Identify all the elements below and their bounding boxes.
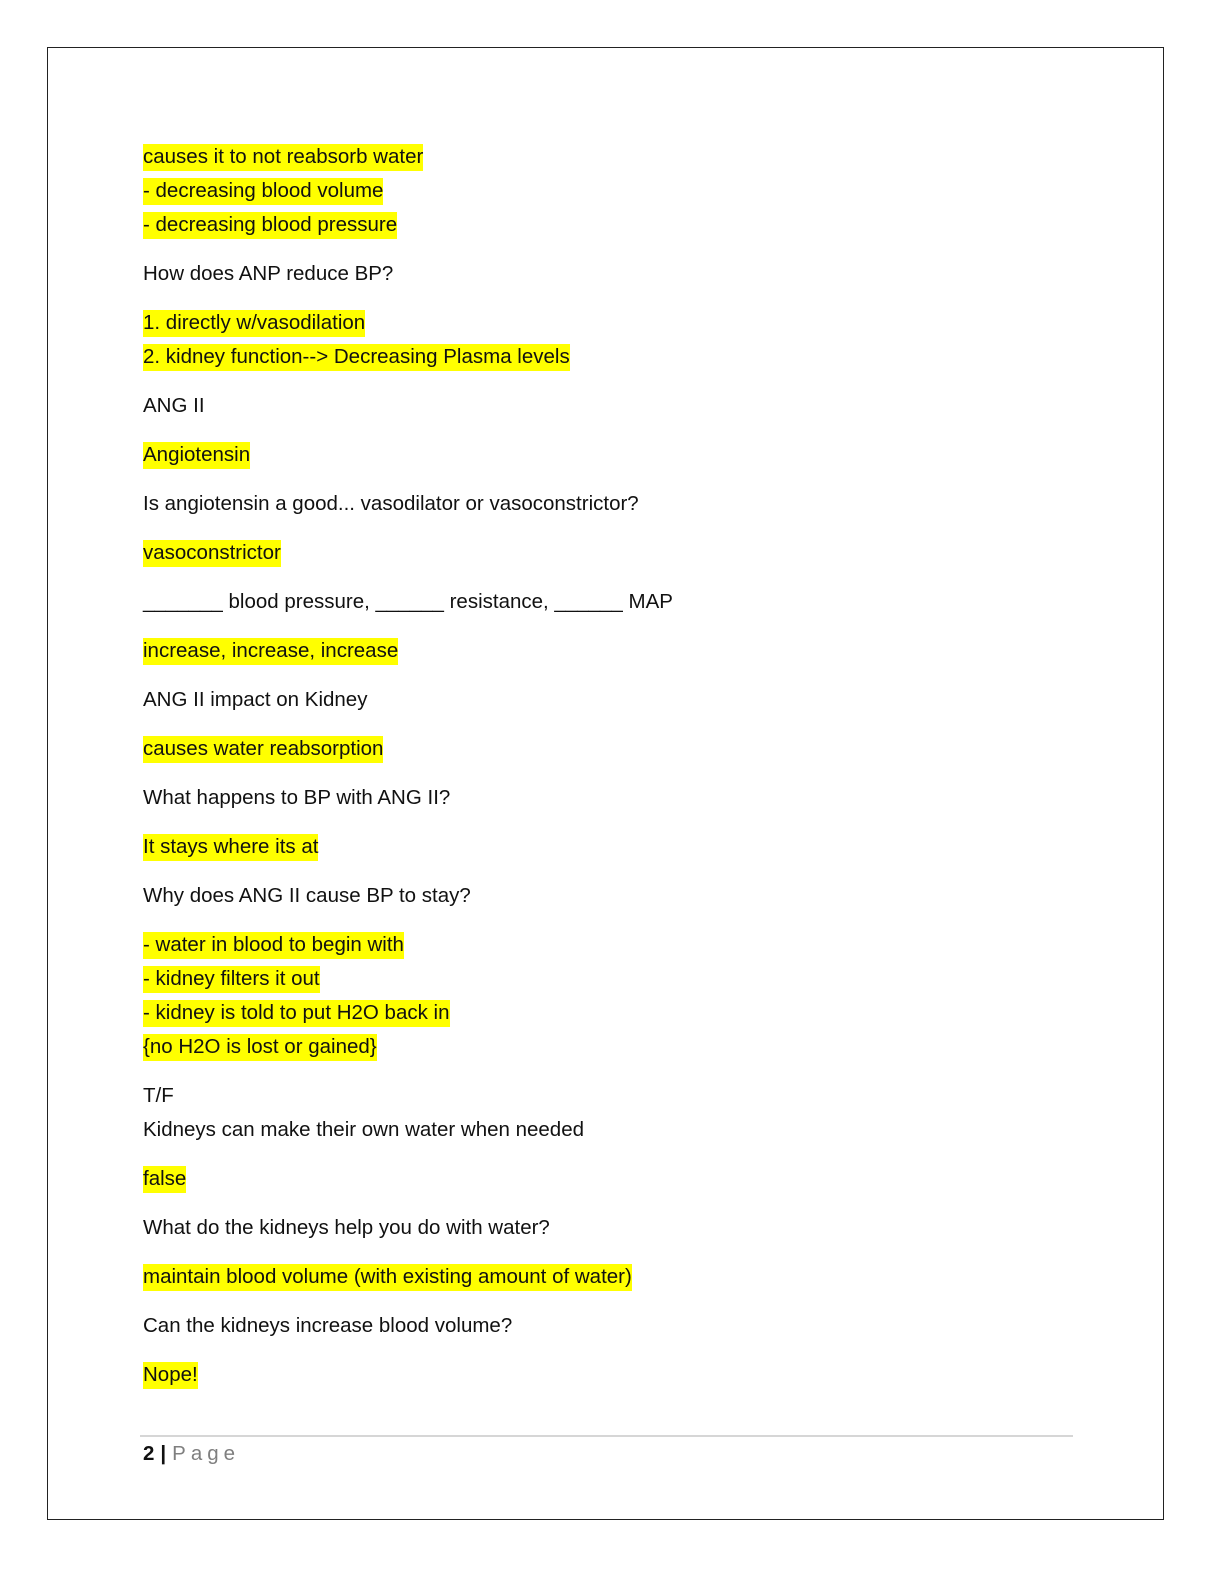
highlighted-text: - water in blood to begin with — [143, 932, 404, 959]
text-line — [143, 1162, 1073, 1196]
question-block — [143, 585, 1073, 619]
highlighted-text: Angiotensin — [143, 442, 250, 469]
text-line — [143, 732, 1073, 766]
highlighted-answer-block — [143, 830, 1073, 864]
highlighted-text: causes water reabsorption — [143, 736, 383, 763]
question-block — [143, 1079, 1073, 1147]
question-block — [143, 781, 1073, 815]
highlighted-text: - kidney is told to put H2O back in — [143, 1000, 450, 1027]
question-block — [143, 879, 1073, 913]
text-line — [143, 536, 1073, 570]
highlighted-text: {no H2O is lost or gained} — [143, 1034, 377, 1061]
text-line — [143, 1079, 1073, 1113]
text-line — [143, 1113, 1073, 1147]
page-label: Page — [172, 1442, 241, 1465]
text-line — [143, 683, 1073, 717]
highlighted-answer-block — [143, 1162, 1073, 1196]
highlighted-answer-block — [143, 536, 1073, 570]
text: Is angiotensin a good... vasodilator or vasoconstrictor? — [143, 492, 639, 515]
text: What happens to BP with ANG II? — [143, 786, 451, 809]
highlighted-text: false — [143, 1166, 186, 1193]
highlighted-answer-block — [143, 306, 1073, 374]
highlighted-text: increase, increase, increase — [143, 638, 398, 665]
highlighted-answer-block — [143, 1260, 1073, 1294]
text: T/F — [143, 1084, 174, 1107]
text: ANG II — [143, 394, 205, 417]
question-block — [143, 257, 1073, 291]
text-line — [143, 830, 1073, 864]
highlighted-text: Nope! — [143, 1362, 198, 1389]
text-line — [143, 928, 1073, 962]
highlighted-text: - kidney filters it out — [143, 966, 320, 993]
text-line — [143, 389, 1073, 423]
question-block — [143, 1309, 1073, 1343]
highlighted-text: vasoconstrictor — [143, 540, 281, 567]
highlighted-text: causes it to not reabsorb water — [143, 144, 423, 171]
text-line — [143, 1309, 1073, 1343]
highlighted-text: 2. kidney function--> Decreasing Plasma levels — [143, 344, 570, 371]
question-block — [143, 487, 1073, 521]
text-line — [143, 208, 1073, 242]
text-line — [143, 487, 1073, 521]
text: How does ANP reduce BP? — [143, 262, 394, 285]
highlighted-answer-block — [143, 634, 1073, 668]
footer-separator: | — [160, 1442, 167, 1465]
highlighted-text: - decreasing blood pressure — [143, 212, 397, 239]
text: _______ blood pressure, ______ resistance, ______ MAP — [143, 590, 673, 613]
text-line — [143, 962, 1073, 996]
text-line — [143, 781, 1073, 815]
text: Why does ANG II cause BP to stay? — [143, 884, 471, 907]
highlighted-answer-block — [143, 1358, 1073, 1392]
highlighted-text: maintain blood volume (with existing amount of water) — [143, 1264, 632, 1291]
text-line — [143, 1260, 1073, 1294]
text-line — [143, 996, 1073, 1030]
footer-divider — [140, 1435, 1073, 1437]
text: What do the kidneys help you do with water? — [143, 1216, 550, 1239]
page-footer — [143, 1440, 240, 1468]
question-block — [143, 389, 1073, 423]
highlighted-text: It stays where its at — [143, 834, 318, 861]
question-block — [143, 683, 1073, 717]
highlighted-answer-block — [143, 438, 1073, 472]
highlighted-text: - decreasing blood volume — [143, 178, 383, 205]
text-line — [143, 634, 1073, 668]
text-line — [143, 585, 1073, 619]
highlighted-text: 1. directly w/vasodilation — [143, 310, 365, 337]
highlighted-answer-block — [143, 928, 1073, 1064]
text: ANG II impact on Kidney — [143, 688, 368, 711]
text-line — [143, 174, 1073, 208]
text-line — [143, 879, 1073, 913]
document-body — [143, 140, 1073, 1407]
text: Can the kidneys increase blood volume? — [143, 1314, 513, 1337]
text-line — [143, 1358, 1073, 1392]
page-number: 2 — [143, 1442, 155, 1465]
text-line — [143, 340, 1073, 374]
text-line — [143, 1030, 1073, 1064]
text-line — [143, 1211, 1073, 1245]
text-line — [143, 257, 1073, 291]
text: Kidneys can make their own water when needed — [143, 1118, 585, 1141]
highlighted-answer-block — [143, 140, 1073, 242]
highlighted-answer-block — [143, 732, 1073, 766]
question-block — [143, 1211, 1073, 1245]
text-line — [143, 306, 1073, 340]
text-line — [143, 438, 1073, 472]
text-line — [143, 140, 1073, 174]
